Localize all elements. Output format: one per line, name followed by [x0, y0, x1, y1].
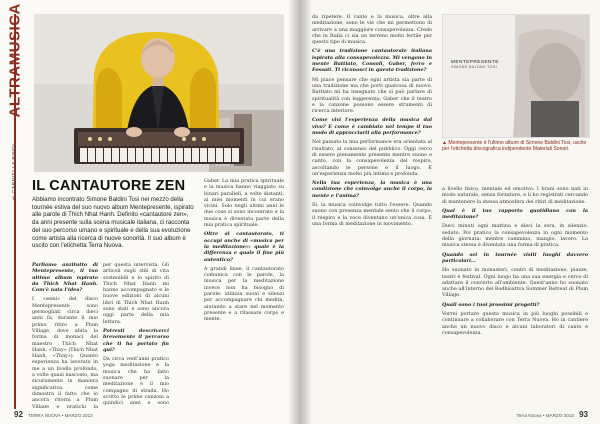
- album-title: MENTEPRESENTE: [451, 60, 499, 65]
- body-paragraph: Vorrei portare questa musica in più luoghi possibili e continuare a collaborare con Terra Nuova. Ho in cantiere anche un nuovo disco e alcuni laboratori di canto e consapevolezza.: [442, 311, 588, 336]
- body-paragraph: Sì, la musica coinvolge tutto l'essere. Quando suono con presenza mentale sento che il corpo, il respiro e la voce diventano un'unica cosa. È una forma di meditazione in movimento.: [312, 202, 432, 227]
- right-page: [300, 0, 600, 424]
- interview-question: Quando sei in tournée visiti luoghi davvero particolari…: [442, 251, 588, 264]
- left-column-2: [103, 262, 169, 408]
- left-column-1: [32, 262, 98, 408]
- right-column-1: [312, 14, 432, 408]
- interview-question: Parliamo anzitutto di Mentepresente, il tuo ultimo album ispirato da Thich Nhat Hanh. Com'è nata l'idea?: [32, 262, 98, 294]
- author-byline: di GABRIELLA BINDI: [12, 143, 18, 201]
- body-paragraph: per questa intervista. Gli articoli sugli stili di vita sostenibili e lo spirito di Thich Nhat Hanh mi hanno accompagnato e le nuove edizioni di alcuni libri di Thich Nhat Hanh sono stati e sono ancora oggi parte della mia lettura.: [103, 262, 169, 325]
- caption-marker-icon: ▲: [442, 140, 447, 146]
- album-cover: [442, 14, 590, 138]
- body-paragraph: Nel passato la mia performance era orientata al risultato, al consenso del pubblico. Oggi cerco di essere pienamente presente mentre suono e canto, con la consapevolezza del respiro, ascoltando le persone e il luogo. È un'esperienza molto più intima e profonda.: [312, 139, 432, 177]
- body-paragraph: Da circa vent'anni pratico yoga meditazione e la musica che ha fatto suonare per la meditazione è il mio compagno di strada. Ho scritto le prime canzoni a quindici anni e sono: [103, 356, 169, 407]
- left-page-number: 92: [14, 410, 23, 419]
- interview-question: Oltre al cantautorato, ti occupi anche di «musica per la meditazione»: quale è la differenza e quale il fine più autentico?: [204, 231, 284, 263]
- right-column-2: [442, 186, 588, 408]
- interview-question: Nella tua esperienza, la musica è una condizione che coinvolge anche il corpo, la mente e l'anima?: [312, 180, 432, 199]
- left-column-3: [204, 178, 284, 408]
- body-paragraph: Dieci minuti ogni mattina e dieci la sera, in silenzio, seduto. Poi pratico la consapevolezza in ogni momento della giornata: mentre cammino, mangio, lavoro. La musica stessa è diventata una forma di pratica.: [442, 223, 588, 249]
- caption-text: Mentepresente è l'ultimo album di Simone Baldini Tosi, uscito per l'etichetta discografica indipendente Materiali Sonori.: [442, 140, 587, 153]
- body-paragraph: da ripetere. Il canto e la musica, oltre alla meditazione, sono le vie che mi permettono di arrivare a una maggiore consapevolezza. Credo che in Italia ci sia un terreno molto fertile per questo tipo di musica.: [312, 14, 432, 46]
- right-footer-text: Terra Nuova • MARZO 2013: [516, 413, 574, 418]
- right-page-number: 93: [579, 410, 588, 419]
- photo-caption: [442, 140, 588, 153]
- artist-photo-illustration: [34, 14, 284, 172]
- interview-question: Potresti descriverci brevemente il percorso che ti ha portato fin qui?: [103, 327, 169, 353]
- left-footer-text: TERRA NUOVA • MARZO 2013: [28, 413, 93, 418]
- left-folio: [14, 410, 93, 419]
- artist-photo: [34, 14, 284, 172]
- body-paragraph: Mi piace pensare che ogni artista sia parte di una tradizione ma che porti qualcosa di nuovo. Battiato mi ha insegnato che si può parlare di spiritualità con leggerezza; Gaber che il teatro e la canzone possono essere strumenti di ricerca interiore.: [312, 76, 432, 115]
- album-cover-art: [443, 15, 589, 137]
- article-headline: IL CANTAUTORE ZEN: [32, 178, 186, 194]
- rubric-title: ALTRAMUSICA: [6, 3, 24, 118]
- body-paragraph: I «semi» del disco Mentepresente sono germogliati circa dieci anni fa, durante il mio primo ritiro a Plum Village, dove abita la forma di monaci del maestro Thich Nhat Hanh, «Thay» (Thich Nhat Hanh, «Thay»). Quanto esperienza ha lavorato in me a un livello profondo, a volte quasi nascosto, ma sicuramente in maniera significativa, come dimostra il fatto che io ancora ritorni a Plum Village e pratichi la: [32, 296, 98, 408]
- interview-question: Quali sono i tuoi prossimi progetti?: [442, 301, 540, 308]
- article-intro: Abbiamo incontrato Simone Baldini Tosi nel mezzo della tournée estiva del suo nuovo album Mentepresente, ispirato alle parole di Thich Nhat Hanh. Definito «cantautore zen», da anni presente sulla scena musicale italiana, ci racconta del suo percorso umano e spirituale e della sua evoluzione come artista alla ricerca di nuove sonorità. Il suo album è uscito con l'etichetta Terra Nuova.: [32, 196, 194, 250]
- album-artist: SIMONE BALDINI TOSI: [451, 65, 498, 69]
- rubric-band: [4, 3, 26, 409]
- right-folio: [517, 410, 588, 419]
- interview-question: Qual è il tuo rapporto quotidiano con la meditazione?: [442, 207, 588, 221]
- interview-question: C'è una tradizione cantautorale italiana ispirata alla consapevolezza. Mi vengono in mente Battiato, Consoli, Gaber, ferro e Fossati. Ti riconosci in questa tradizione?: [312, 48, 432, 74]
- body-paragraph: Ho suonato in monasteri, centri di meditazione, piazze, teatri e festival. Ogni luogo ha una sua energia e cerco di adattare il concerto all'ambiente. Quest'anno ho suonato anche all'interno del Bodhisattva Summer Retreat di Plum Village.: [442, 267, 588, 299]
- body-paragraph: A grandi linee, il cantautorato comunica con le parole, la musica per la meditazione invece non ha bisogno di parole: utilizza suoni e silenzi per accompagnare chi medita, aiutando a stare nel momento presente e a rilassare corpo e mente.: [204, 265, 284, 323]
- album-cover-title: [451, 60, 499, 69]
- interview-question: Come vivi l'esperienza della musica dal vivo? E come è cambiato nel tempo il tuo modo di approcciarti alla performance?: [312, 117, 432, 137]
- body-paragraph: Gaber. La mia pratica spirituale e la musica hanno viaggiato su binari paralleli, a volte distanti, ai miei momenti in cui erano vicini. Solo negli ultimi anni le due cose si sono incontrate e la musica è diventata parte della mia pratica spirituale.: [204, 178, 284, 229]
- body-paragraph: a livello fisico, mentale ed emotivo. I brani sono nati in modo naturale, senza forzature, e li ho registrati cercando di mantenere la stessa atmosfera dei ritiri di meditazione.: [442, 186, 588, 205]
